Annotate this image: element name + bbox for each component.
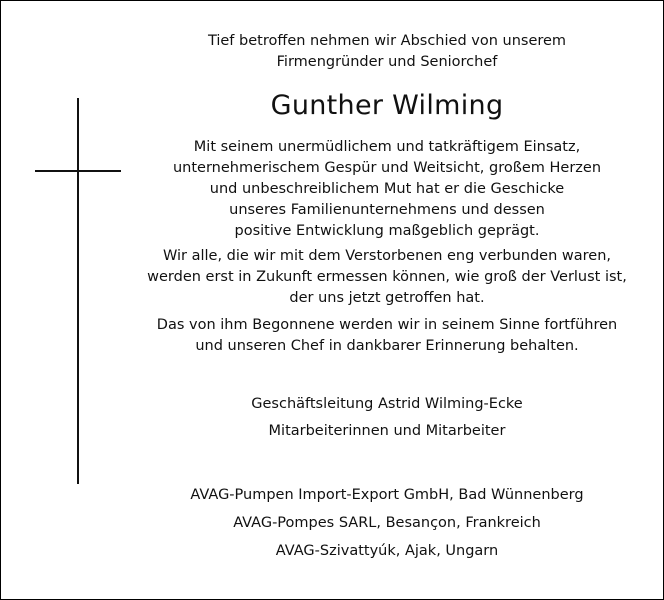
company-line: AVAG-Pompes SARL, Besançon, Frankreich bbox=[233, 515, 541, 531]
company-line: AVAG-Pumpen Import-Export GmbH, Bad Wünnenberg bbox=[190, 487, 584, 503]
intro-line: Firmengründer und Seniorchef bbox=[276, 54, 498, 70]
loss-paragraph bbox=[137, 246, 637, 309]
signature-staff: Mitarbeiterinnen und Mitarbeiter bbox=[268, 423, 506, 439]
text-line: unternehmerischem Gespür und Weitsicht, großem Herzen bbox=[172, 160, 602, 176]
legacy-paragraph bbox=[137, 315, 637, 357]
deceased-name: Gunther Wilming bbox=[270, 90, 504, 121]
cross-horizontal-bar bbox=[35, 170, 121, 172]
text-line: unseres Familienunternehmens und dessen bbox=[229, 202, 545, 218]
intro-line: Tief betroffen nehmen wir Abschied von unserem bbox=[207, 33, 567, 49]
company-line: AVAG-Szivattyúk, Ajak, Ungarn bbox=[275, 543, 499, 559]
intro-text bbox=[137, 31, 637, 73]
text-line: werden erst in Zukunft ermessen können, wie groß der Verlust ist, bbox=[147, 269, 627, 285]
cross-vertical-bar bbox=[77, 98, 79, 484]
tribute-paragraph bbox=[137, 137, 637, 242]
text-line: Wir alle, die wir mit dem Verstorbenen eng verbunden waren, bbox=[162, 248, 611, 264]
text-line: positive Entwicklung maßgeblich geprägt. bbox=[234, 223, 540, 239]
text-line: Mit seinem unermüdlichem und tatkräftigem Einsatz, bbox=[193, 139, 581, 155]
text-line: und unseren Chef in dankbarer Erinnerung behalten. bbox=[195, 338, 579, 354]
text-line: der uns jetzt getroffen hat. bbox=[289, 290, 485, 306]
text-line: Das von ihm Begonnene werden wir in seinem Sinne fortführen bbox=[156, 317, 618, 333]
signature-management: Geschäftsleitung Astrid Wilming-Ecke bbox=[251, 396, 523, 412]
text-line: und unbeschreiblichem Mut hat er die Geschicke bbox=[209, 181, 565, 197]
